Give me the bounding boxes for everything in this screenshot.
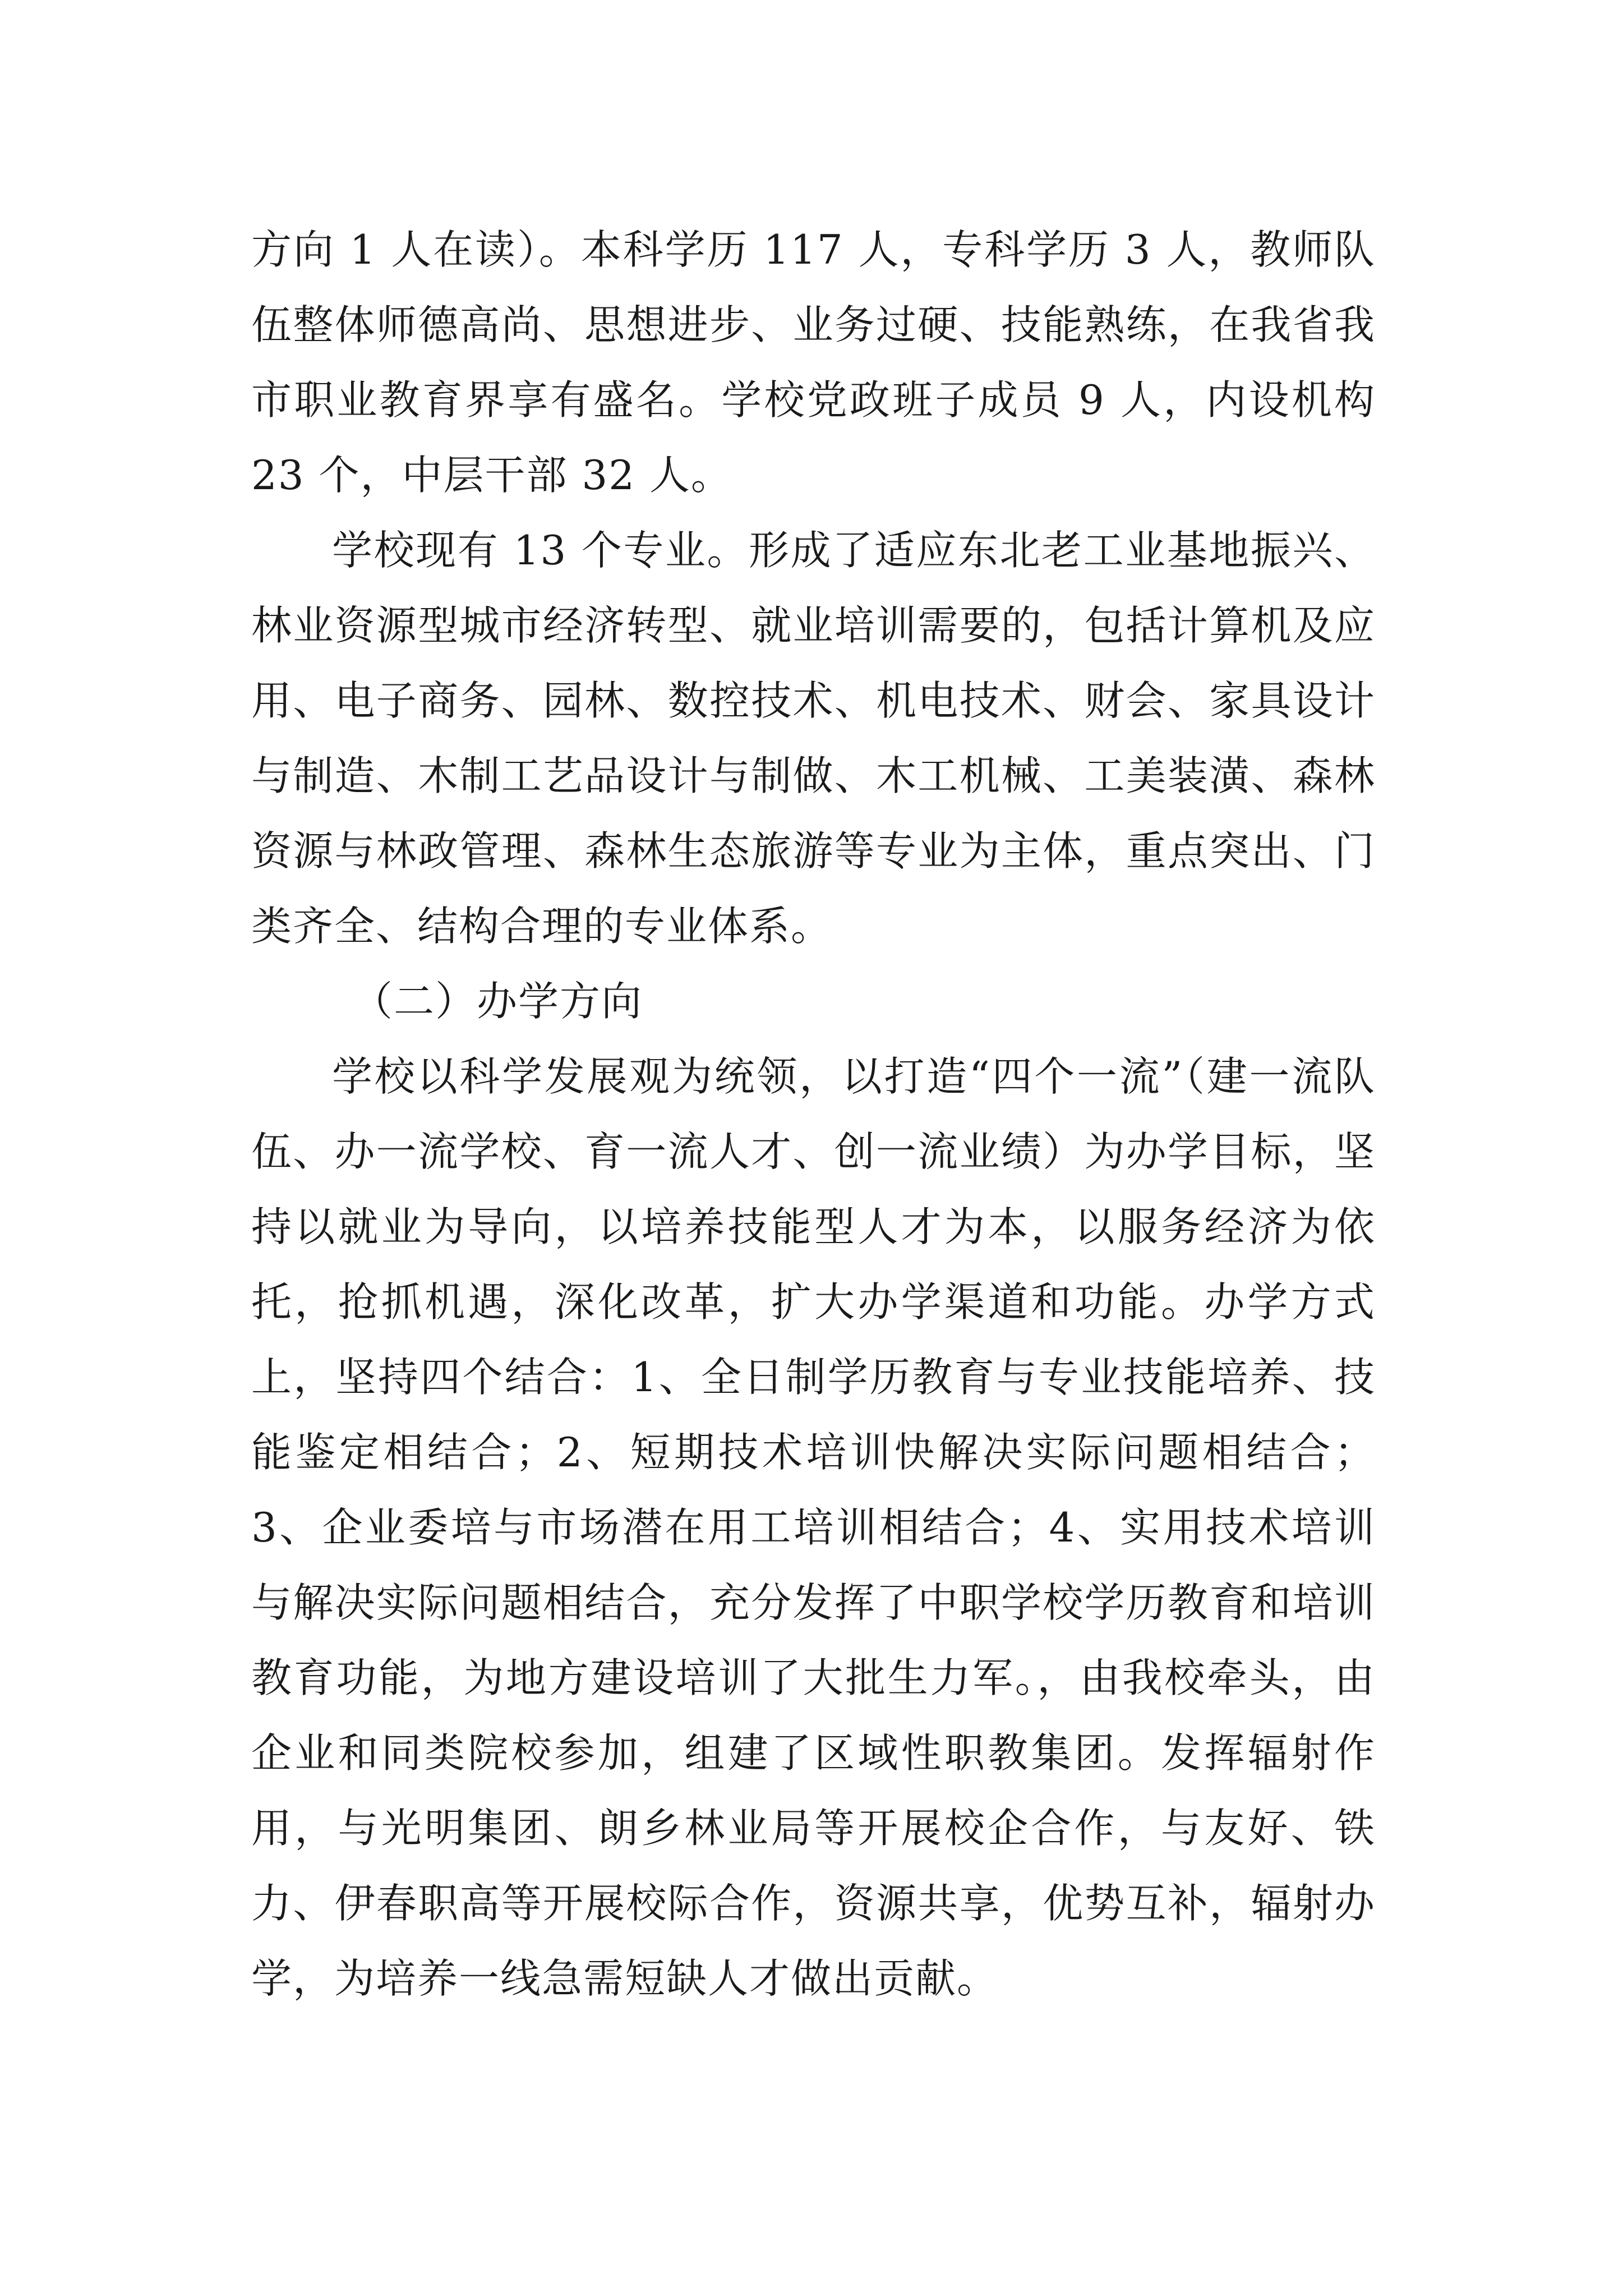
section-heading-school-direction: （二）办学方向 (352, 978, 643, 1025)
paragraph-staff-overview: 方向 1 人在读）。本科学历 117 人，专科学历 3 人，教师队伍整体师德高尚、思想进步、业务过硬、技能熟练，在我省我市职业教育界享有盛名。学校党政班子成员 9 人，内设机构 23 个，中层干部 32 人。 (251, 226, 1376, 499)
document-body (251, 212, 1376, 2016)
paragraph-school-direction: 学校以科学发展观为统领，以打造“四个一流”（建一流队伍、办一流学校、育一流人才、创一流业绩）为办学目标，坚持以就业为导向，以培养技能型人才为本，以服务经济为依托，抢抓机遇，深化改革，扩大办学渠道和功能。办学方式上，坚持四个结合：1、全日制学历教育与专业技能培养、技能鉴定相结合；2、短期技术培训快解决实际问题相结合；3、企业委培与市场潜在用工培训相结合；4、实用技术培训与解决实际问题相结合，充分发挥了中职学校学历教育和培训教育功能，为地方建设培训了大批生力军。，由我校牵头，由企业和同类院校参加，组建了区域性职教集团。发挥辐射作用，与光明集团、朗乡林业局等开展校企合作，与友好、铁力、伊春职高等开展校际合作，资源共享，优势互补，辐射办学，为培养一线急需短缺人才做出贡献。 (251, 1053, 1376, 2002)
paragraph-majors: 学校现有 13 个专业。形成了适应东北老工业基地振兴、林业资源型城市经济转型、就业培训需要的，包括计算机及应用、电子商务、园林、数控技术、机电技术、财会、家具设计与制造、木制工艺品设计与制做、木工机械、工美装潢、森林资源与林政管理、森林生态旅游等专业为主体，重点突出、门类齐全、结构合理的专业体系。 (251, 527, 1376, 950)
